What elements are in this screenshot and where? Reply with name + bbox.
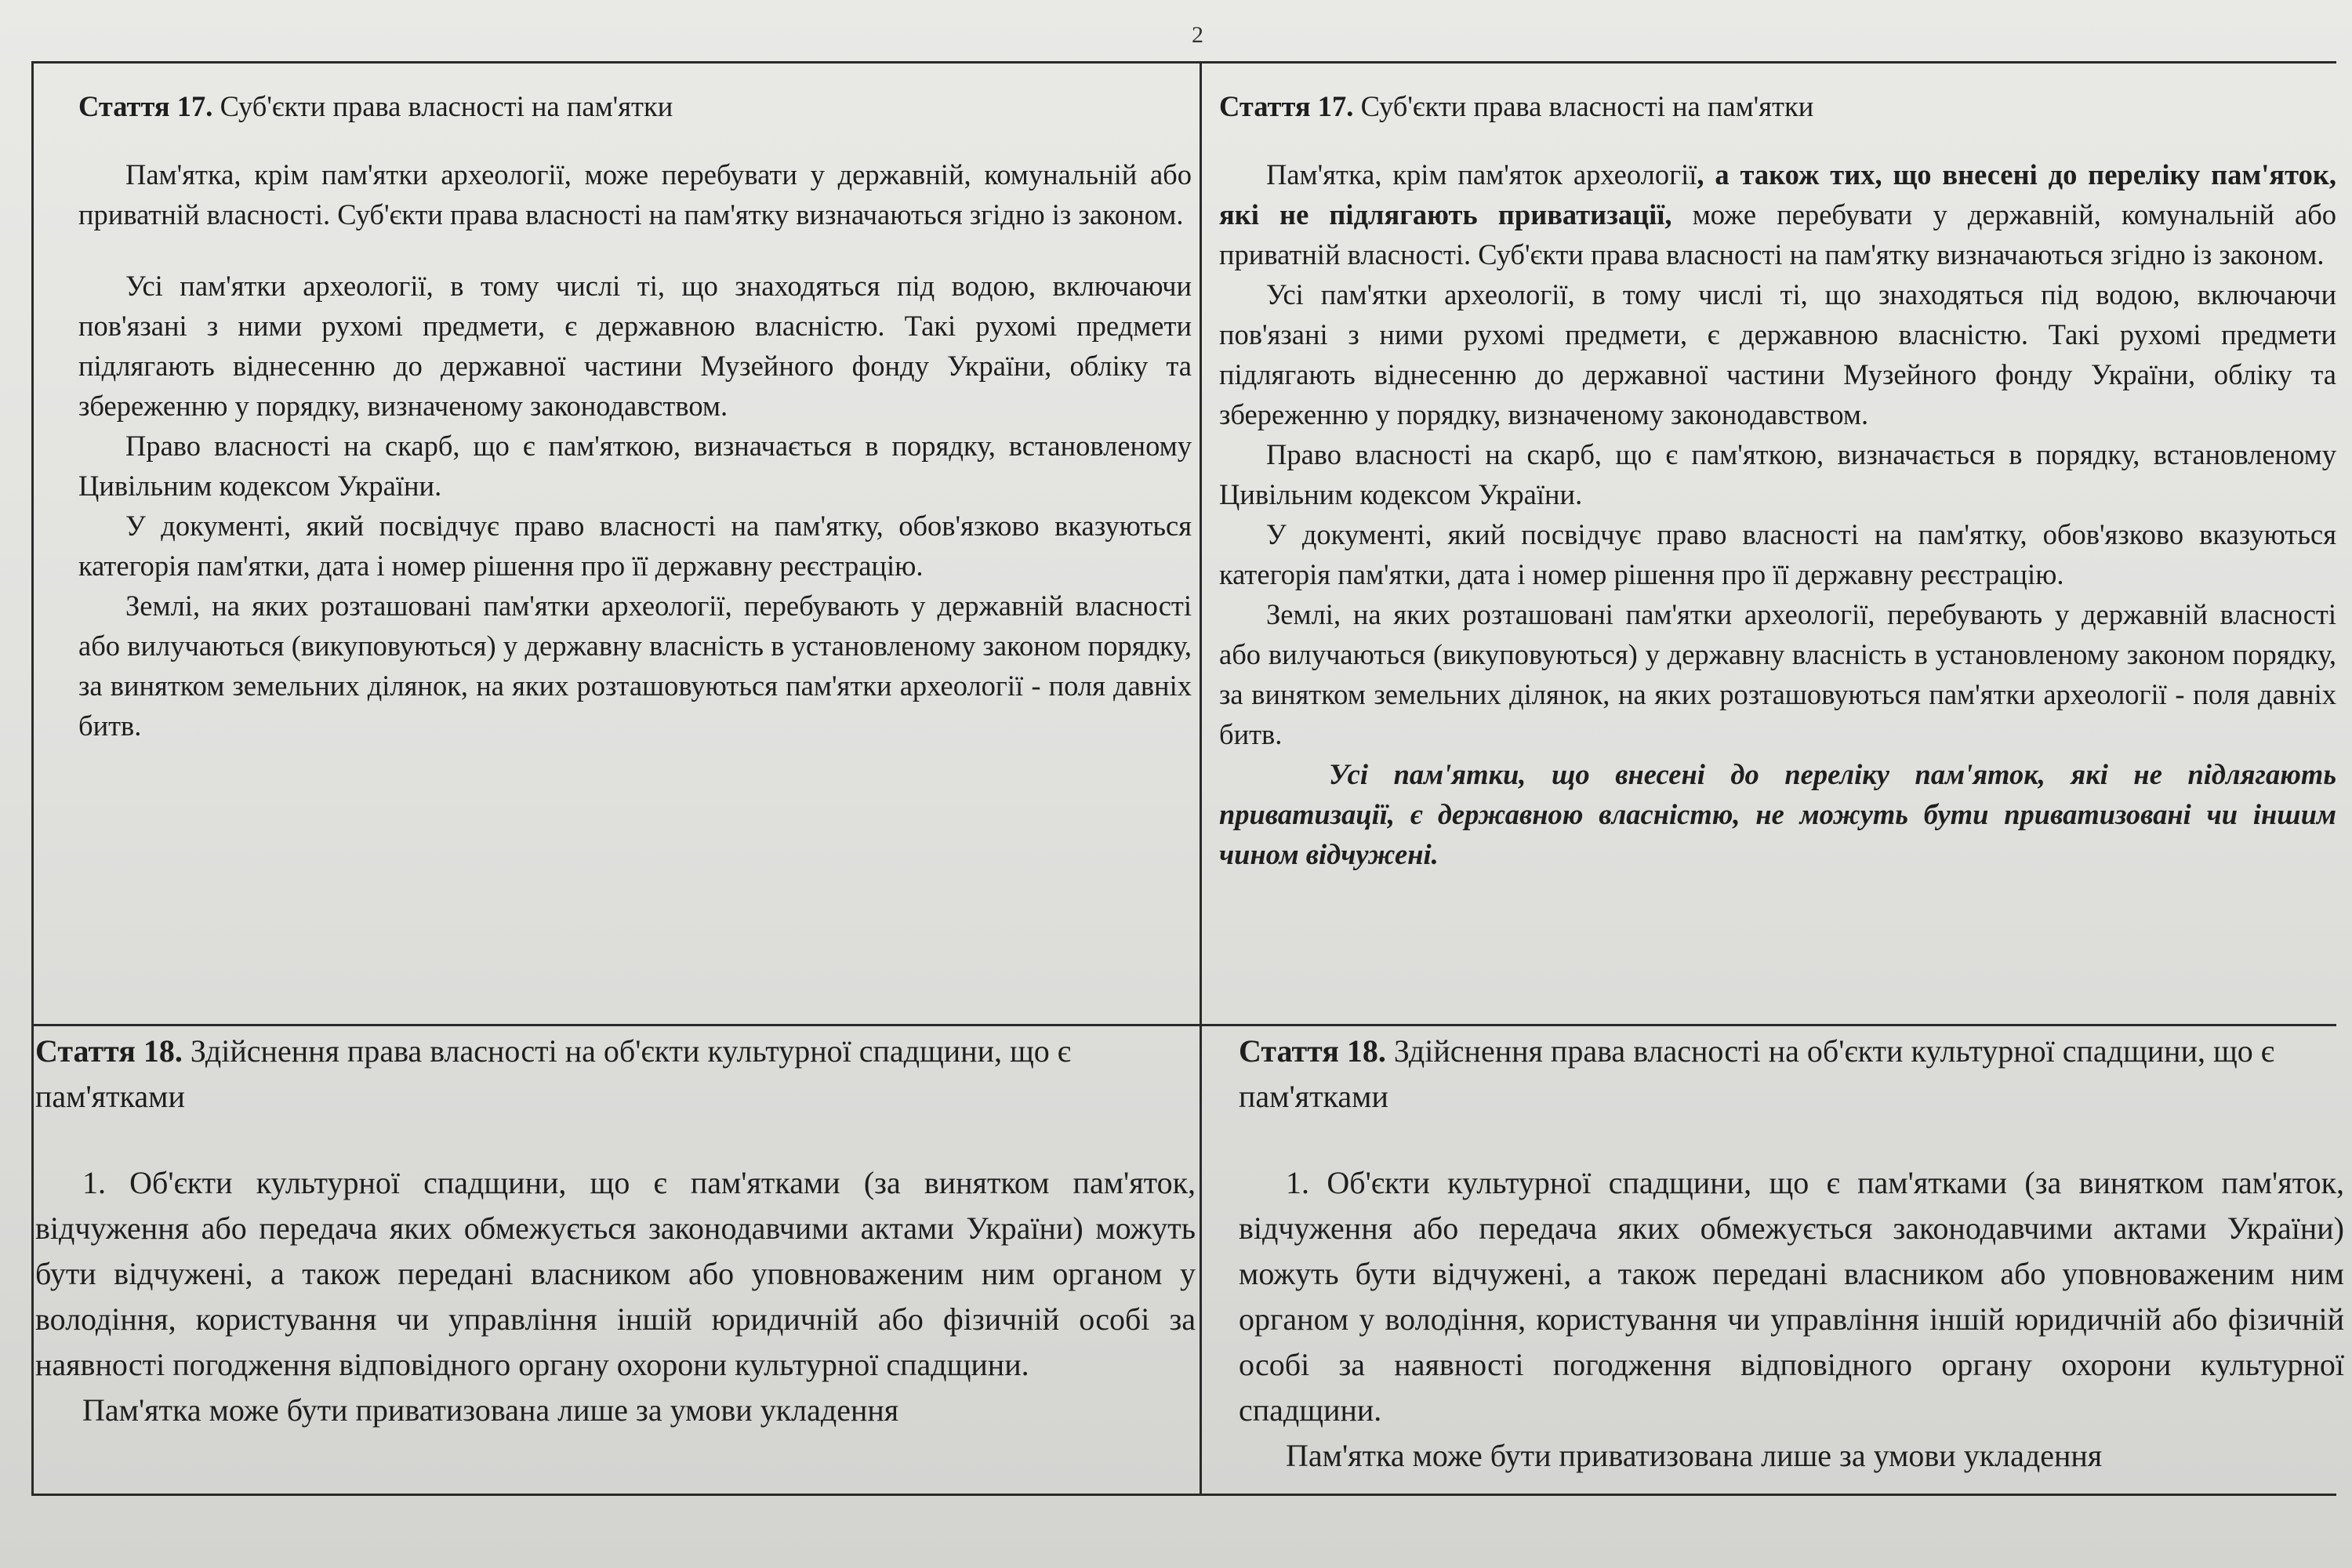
paragraph: У документі, який посвідчує право власності на пам'ятку, обов'язково вказуються категорія пам'ятки, дата і номер рішення про її державну реєстрацію. — [78, 510, 1192, 582]
article-title: Суб'єкти права власності на пам'ятки — [1360, 90, 1814, 122]
right-article-18-cell — [1239, 1029, 2344, 1491]
paragraph: Пам'ятка може бути приватизована лише за умови укладення — [1286, 1438, 2103, 1473]
article-18-heading — [35, 1029, 1196, 1120]
article-number: Стаття 17. — [78, 90, 213, 122]
article-number: Стаття 17. — [1219, 90, 1354, 122]
text-run: Пам'ятка, крім пам'яток археології — [1266, 158, 1697, 191]
paragraph: У документі, який посвідчує право власності на пам'ятку, обов'язково вказуються категорія пам'ятки, дата і номер рішення про її державну реєстрацію. — [1219, 518, 2336, 590]
left-article-17-cell — [78, 86, 1192, 1019]
paragraph: 1. Об'єкти культурної спадщини, що є пам'ятками (за винятком пам'яток, відчуження або передача яких обмежується законодавчими актами України) можуть бути відчужені, а також передані власником або уповноваженим ним органом у володіння, користування чи управління іншій юридичній або фізичній особі за наявності погодження відповідного органу охорони культурної спадщини. — [1239, 1165, 2344, 1428]
article-17-heading — [1219, 86, 2336, 126]
article-number: Стаття 18. — [35, 1033, 183, 1069]
paragraph — [1219, 154, 2336, 274]
paragraph: Право власності на скарб, що є пам'яткою, визначається в порядку, встановленому Цивільним кодексом України. — [1219, 438, 2336, 510]
paragraph: Право власності на скарб, що є пам'яткою, визначається в порядку, встановленому Цивільним кодексом України. — [78, 430, 1192, 502]
paragraph: Землі, на яких розташовані пам'ятки археології, перебувають у державній власності або вилучаються (викуповуються) у державну власність в установленому законом порядку, за винятком земельних ділянок, на яких розташовуються пам'ятки археології - поля давніх битв. — [1219, 598, 2336, 750]
page-number: 2 — [1192, 22, 1203, 48]
article-18-heading — [1239, 1029, 2344, 1120]
bold-insertion: , а також тих, що внесені до переліку пам'яток, які не підлягають приватизації, — [1219, 158, 2336, 230]
paragraph: Усі пам'ятки археології, в тому числі ті, що знаходяться під водою, включаючи пов'язані з ними рухомі предмети, є державною власністю. Такі рухомі предмети підлягають віднесенню до державної частини Музейного фонду України, обліку та збереженню у порядку, визначеному законодавством. — [78, 270, 1192, 422]
paragraph-bold-italic — [1219, 754, 2336, 874]
row-divider — [31, 1024, 2336, 1026]
paragraph: Усі пам'ятки археології, в тому числі ті, що знаходяться під водою, включаючи пов'язані з ними рухомі предмети, є державною власністю. Такі рухомі предмети підлягають віднесенню до державної частини Музейного фонду України, обліку та збереженню у порядку, визначеному законодавством. — [1219, 278, 2336, 430]
article-title: Здійснення права власності на об'єкти культурної спадщини, що є пам'ятками — [1239, 1033, 2274, 1114]
paragraph: Землі, на яких розташовані пам'ятки археології, перебувають у державній власності або вилучаються (викуповуються) у державну власність в установленому законом порядку, за винятком земельних ділянок, на яких розташовуються пам'ятки археології - поля давніх битв. — [78, 590, 1192, 742]
article-title: Здійснення права власності на об'єкти культурної спадщини, що є пам'ятками — [35, 1033, 1071, 1114]
paragraph: 1. Об'єкти культурної спадщини, що є пам'ятками (за винятком пам'яток, відчуження або передача яких обмежується законодавчими актами України) можуть бути відчужені, а також передані власником або уповноваженим ним органом у володіння, користування чи управління іншій юридичній або фізичній особі за наявності погодження відповідного органу охорони культурної спадщини. — [35, 1165, 1196, 1382]
paragraph: Пам'ятка може бути приватизована лише за умови укладення — [82, 1392, 899, 1428]
article-title: Суб'єкти права власності на пам'ятки — [220, 90, 673, 122]
paragraph: Пам'ятка, крім пам'ятки археології, може перебувати у державній, комунальній або приватній власності. Суб'єкти права власності на пам'ятку визначаються згідно із законом. — [78, 158, 1192, 230]
bold-italic-insertion: Усі пам'ятки, що внесені до переліку пам'яток, які не підлягають приватизації, є державною власністю, не можуть бути приватизовані чи іншим чином відчужені. — [1219, 758, 2336, 870]
text-run: може перебувати у державній, комунальній або приватній власності. Суб'єкти права власності на пам'ятку визначаються згідно із законом. — [1219, 198, 2336, 270]
left-article-18-cell — [35, 1029, 1196, 1491]
right-article-17-cell — [1219, 86, 2336, 1019]
column-divider — [1200, 61, 1202, 1496]
article-17-heading — [78, 86, 1192, 126]
article-number: Стаття 18. — [1239, 1033, 1386, 1069]
